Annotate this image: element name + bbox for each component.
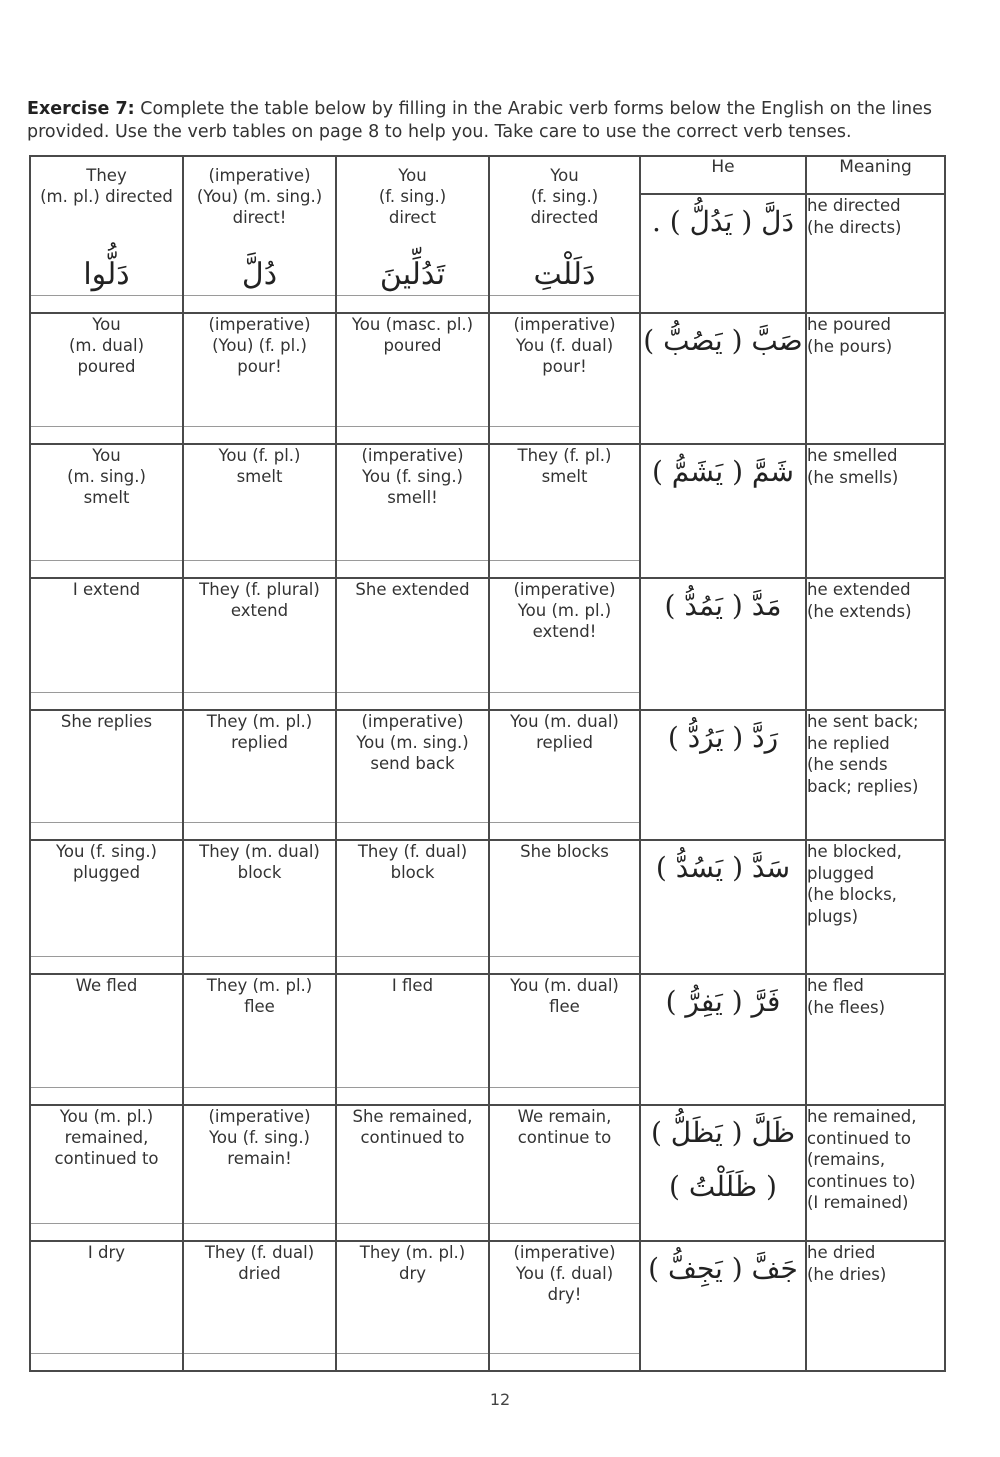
- exercise-cell[interactable]: [183, 1105, 336, 1241]
- exercise-cell[interactable]: [489, 313, 640, 444]
- answer-line: [184, 1353, 335, 1354]
- exercise-instructions: [27, 98, 957, 144]
- verb-meaning: he fled (he flees): [806, 974, 945, 1105]
- exercise-cell[interactable]: [30, 156, 183, 313]
- cell-prompt: They (m. pl.) dry: [359, 1243, 466, 1283]
- exercise-cell[interactable]: [30, 578, 183, 710]
- cell-prompt: You (f. sing.) directed: [530, 166, 599, 227]
- answer-line: [31, 692, 182, 693]
- arabic-verb: ظَلَّ ( يَظَلُّ ) ( ظَلَلْتُ ): [640, 1105, 806, 1241]
- exercise-cell[interactable]: [489, 710, 640, 840]
- cell-prompt: (imperative) You (f. dual) dry!: [513, 1243, 616, 1304]
- exercise-cell[interactable]: [183, 840, 336, 974]
- answer-line: [31, 1223, 182, 1224]
- cell-answer: تَدُلِّينَ: [379, 257, 446, 292]
- answer-line: [337, 822, 488, 823]
- cell-prompt: They (f. dual) block: [357, 842, 468, 882]
- arabic-verb: صَبَّ ( يَصُبُّ ): [640, 313, 806, 444]
- answer-line: [31, 956, 182, 957]
- answer-line: [31, 560, 182, 561]
- exercise-cell[interactable]: [336, 444, 489, 578]
- arabic-verb: جَفَّ ( يَجِفُّ ): [640, 1241, 806, 1371]
- verb-meaning: he directed (he directs): [806, 194, 945, 313]
- answer-line: [490, 822, 639, 823]
- exercise-cell[interactable]: [183, 444, 336, 578]
- arabic-verb: رَدَّ ( يَرُدُّ ): [640, 710, 806, 840]
- exercise-cell[interactable]: [30, 974, 183, 1105]
- exercise-title: Exercise 7:: [27, 99, 135, 119]
- exercise-cell[interactable]: [336, 313, 489, 444]
- cell-prompt: They (m. pl.) flee: [206, 976, 313, 1016]
- verb-meaning: he sent back; he replied (he sends back; replies): [806, 710, 945, 840]
- exercise-cell[interactable]: [336, 840, 489, 974]
- exercise-cell[interactable]: [183, 710, 336, 840]
- cell-prompt: They (m. pl.) replied: [206, 712, 313, 752]
- arabic-verb: دَلَّ ( يَدُلُّ ) .: [640, 194, 806, 313]
- verb-meaning: he smelled (he smells): [806, 444, 945, 578]
- cell-prompt: She replies: [60, 712, 153, 731]
- cell-prompt: You (m. dual) poured: [68, 315, 145, 376]
- verb-meaning: he remained, continued to (remains, continues to) (I remained): [806, 1105, 945, 1241]
- verb-meaning: he poured (he pours): [806, 313, 945, 444]
- cell-prompt: She blocks: [520, 842, 609, 861]
- arabic-verb: شَمَّ ( يَشَمُّ ): [640, 444, 806, 578]
- arabic-verb: فَرَّ ( يَفِرُّ ): [640, 974, 806, 1105]
- answer-line: [184, 956, 335, 957]
- answer-line: [490, 956, 639, 957]
- cell-prompt: I extend: [72, 580, 141, 599]
- exercise-cell[interactable]: [489, 840, 640, 974]
- exercise-cell[interactable]: [30, 840, 183, 974]
- cell-answer: دَلُّوا: [83, 257, 130, 292]
- cell-prompt: (imperative) You (f. sing.) remain!: [208, 1107, 311, 1168]
- exercise-cell[interactable]: [30, 444, 183, 578]
- cell-prompt: (imperative) You (f. sing.) smell!: [361, 446, 464, 507]
- cell-answer: دُلَّ: [241, 257, 278, 292]
- exercise-cell[interactable]: [489, 444, 640, 578]
- exercise-cell[interactable]: [489, 974, 640, 1105]
- cell-prompt: She extended: [355, 580, 470, 599]
- answer-line: [337, 1223, 488, 1224]
- answer-line: [184, 560, 335, 561]
- cell-prompt: We fled: [75, 976, 138, 995]
- answer-line: [31, 822, 182, 823]
- cell-prompt: You (f. pl.) smelt: [218, 446, 301, 486]
- cell-prompt: You (f. sing.) direct: [378, 166, 447, 227]
- arabic-verb: سَدَّ ( يَسُدُّ ): [640, 840, 806, 974]
- answer-line: [184, 1223, 335, 1224]
- answer-line: [31, 426, 182, 427]
- exercise-cell[interactable]: [336, 156, 489, 313]
- answer-line: [490, 295, 639, 296]
- cell-prompt: (imperative) You (m. pl.) extend!: [513, 580, 616, 641]
- arabic-verb: مَدَّ ( يَمُدُّ ): [640, 578, 806, 710]
- verb-meaning: he dried (he dries): [806, 1241, 945, 1371]
- exercise-cell[interactable]: [30, 313, 183, 444]
- exercise-cell[interactable]: [30, 710, 183, 840]
- cell-prompt: They (m. dual) block: [199, 842, 320, 882]
- answer-line: [31, 1087, 182, 1088]
- exercise-cell[interactable]: [30, 1241, 183, 1371]
- verb-meaning: he extended (he extends): [806, 578, 945, 710]
- exercise-cell[interactable]: [489, 1241, 640, 1371]
- exercise-cell[interactable]: [489, 156, 640, 313]
- exercise-cell[interactable]: [183, 578, 336, 710]
- exercise-cell[interactable]: [336, 1105, 489, 1241]
- cell-prompt: (imperative) (You) (f. pl.) pour!: [208, 315, 311, 376]
- exercise-cell[interactable]: [183, 974, 336, 1105]
- answer-line: [31, 1353, 182, 1354]
- answer-line: [337, 1087, 488, 1088]
- answer-line: [490, 1087, 639, 1088]
- header-meaning: Meaning: [806, 156, 945, 194]
- answer-line: [184, 1087, 335, 1088]
- answer-line: [337, 692, 488, 693]
- answer-line: [490, 560, 639, 561]
- exercise-cell[interactable]: [183, 1241, 336, 1371]
- exercise-cell[interactable]: [336, 1241, 489, 1371]
- verb-exercise-table: [29, 155, 946, 1372]
- cell-prompt: You (m. dual) flee: [510, 976, 619, 1016]
- header-he: He: [640, 156, 806, 194]
- exercise-cell[interactable]: [336, 974, 489, 1105]
- exercise-cell[interactable]: [336, 578, 489, 710]
- answer-line: [337, 295, 488, 296]
- exercise-cell[interactable]: [183, 313, 336, 444]
- cell-prompt: (imperative) You (f. dual) pour!: [513, 315, 616, 376]
- cell-prompt: They (f. pl.) smelt: [517, 446, 612, 486]
- cell-prompt: I dry: [87, 1243, 126, 1262]
- exercise-cell[interactable]: [489, 1105, 640, 1241]
- answer-line: [490, 426, 639, 427]
- cell-prompt: You (m. sing.) smelt: [67, 446, 146, 507]
- cell-prompt: We remain, continue to: [517, 1107, 612, 1147]
- cell-prompt: You (m. dual) replied: [510, 712, 619, 752]
- answer-line: [337, 1353, 488, 1354]
- answer-line: [184, 426, 335, 427]
- cell-prompt: (imperative) You (m. sing.) send back: [356, 712, 469, 773]
- answer-line: [337, 956, 488, 957]
- answer-line: [490, 692, 639, 693]
- cell-answer: دَلَلْتِ: [533, 257, 596, 292]
- exercise-cell[interactable]: [30, 1105, 183, 1241]
- cell-prompt: You (m. pl.) remained, continued to: [54, 1107, 159, 1168]
- cell-prompt: She remained, continued to: [352, 1107, 473, 1147]
- cell-prompt: You (masc. pl.) poured: [351, 315, 474, 355]
- exercise-cell[interactable]: [489, 578, 640, 710]
- cell-prompt: They (f. plural) extend: [199, 580, 320, 620]
- answer-line: [184, 295, 335, 296]
- page-number: 12: [489, 1390, 511, 1409]
- answer-line: [337, 426, 488, 427]
- exercise-cell[interactable]: [183, 156, 336, 313]
- exercise-instruction-text: Complete the table below by filling in the Arabic verb forms below the English on the lines provided. Use the verb tables on page 8 to help you. Take care to use the correct verb tenses.: [27, 99, 933, 142]
- verb-meaning: he blocked, plugged (he blocks, plugs): [806, 840, 945, 974]
- cell-prompt: They (f. dual) dried: [204, 1243, 315, 1283]
- cell-prompt: I fled: [391, 976, 434, 995]
- answer-line: [184, 822, 335, 823]
- cell-prompt: (imperative) (You) (m. sing.) direct!: [196, 166, 323, 227]
- answer-line: [490, 1223, 639, 1224]
- answer-line: [31, 295, 182, 296]
- exercise-cell[interactable]: [336, 710, 489, 840]
- cell-prompt: They (m. pl.) directed: [40, 166, 173, 206]
- answer-line: [490, 1353, 639, 1354]
- answer-line: [184, 692, 335, 693]
- answer-line: [337, 560, 488, 561]
- cell-prompt: You (f. sing.) plugged: [55, 842, 157, 882]
